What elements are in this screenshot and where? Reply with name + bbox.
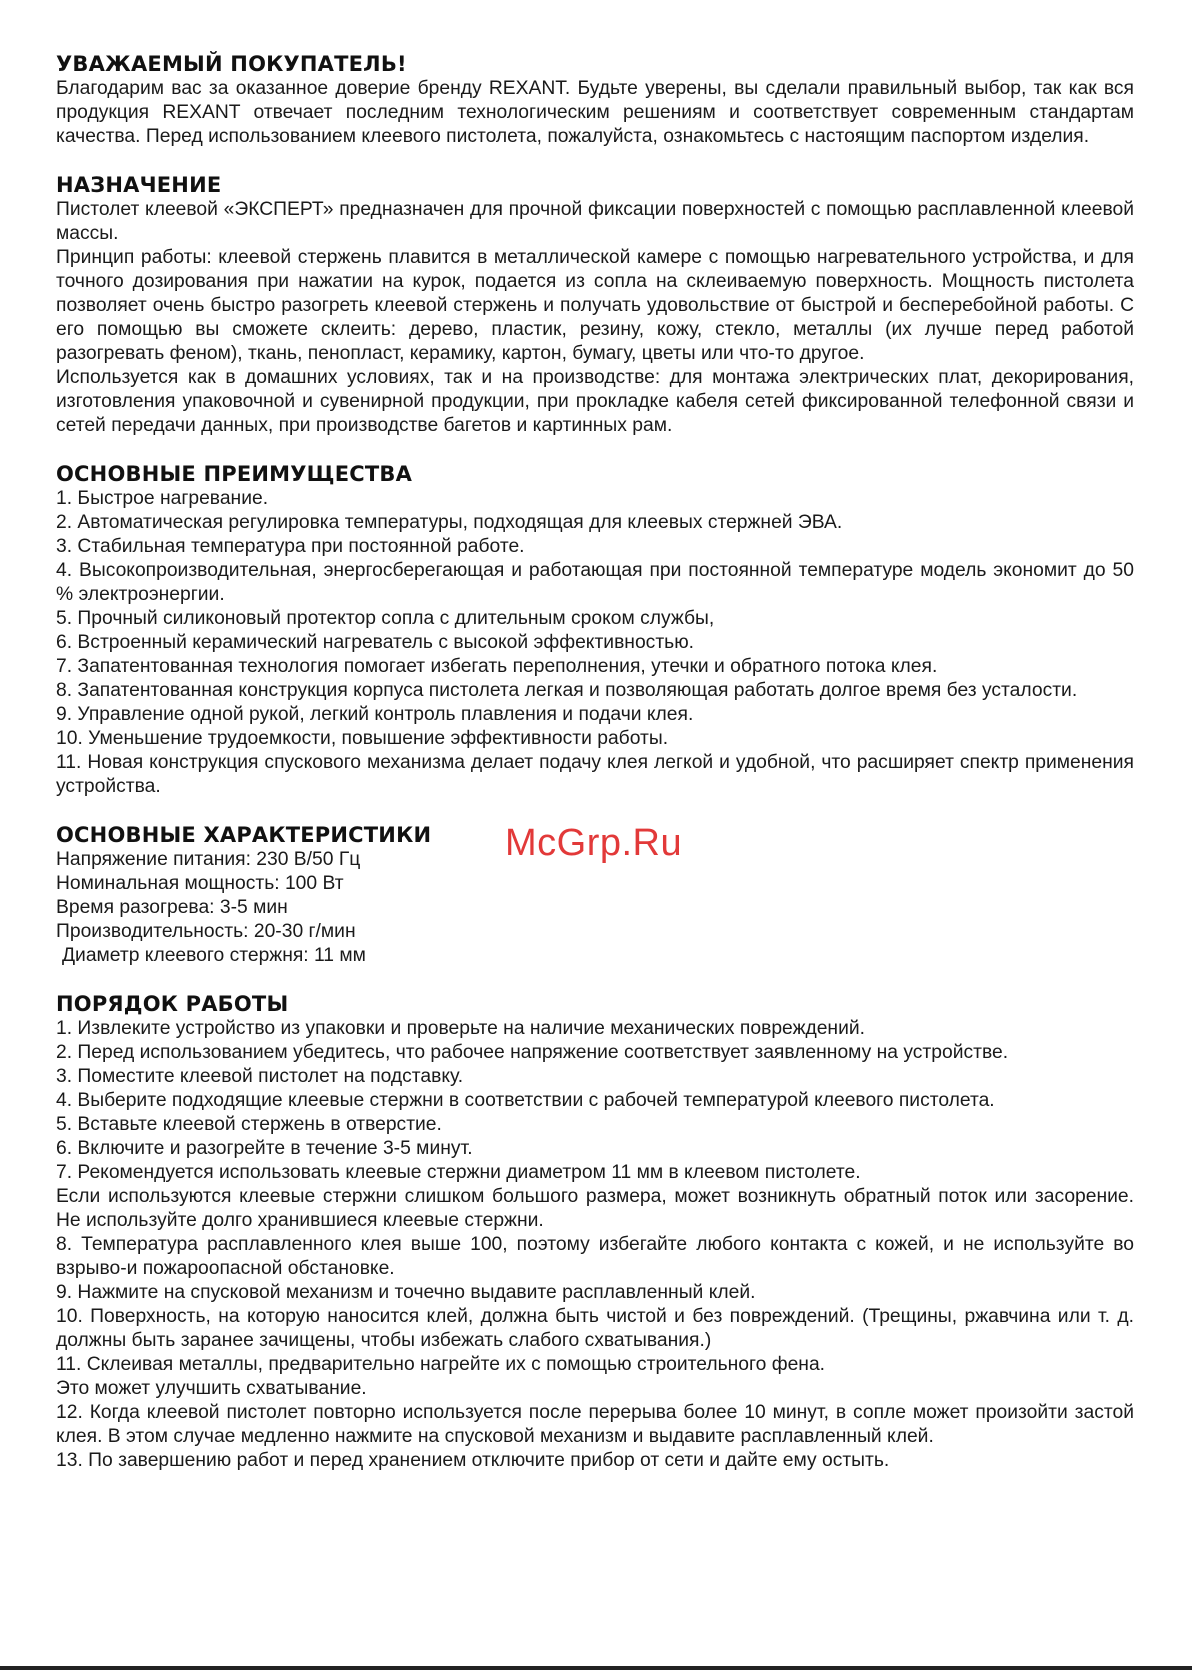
advantages-section [56,462,1134,799]
spec-item: Диаметр клеевого стержня: 11 мм [62,945,366,966]
list-item: 5. Вставьте клеевой стержень в отверстие. [56,1114,442,1135]
list-item: 2. Автоматическая регулировка температуры, подходящая для клеевых стержней ЭВА. [56,512,843,533]
purpose-paragraph: Используется как в домашних условиях, так и на производстве: для монтажа электрических плат, декорирования, изготовления упаковочной и сувенирной продукции, при прокладке кабеля сетей фиксированной телефонной связи и сетей передачи данных, при производстве багетов и картинных рам. [56,367,1134,436]
list-item: Если используются клеевые стержни слишком большого размера, может возникнуть обратный поток или засорение. Не используйте долго хранившиеся клеевые стержни. [56,1186,1134,1231]
list-item: 7. Рекомендуется использовать клеевые стержни диаметром 11 мм в клеевом пистолете. [56,1162,861,1183]
purpose-heading: НАЗНАЧЕНИЕ [56,173,222,197]
list-item: 11. Склеивая металлы, предварительно нагрейте их с помощью строительного фена. [56,1354,826,1375]
procedure-section [56,992,1134,1473]
list-item: 3. Стабильная температура при постоянной работе. [56,536,525,557]
greeting-section [56,52,1134,149]
spec-item: Напряжение питания: 230 В/50 Гц [56,849,361,870]
list-item: 3. Поместите клеевой пистолет на подставку. [56,1066,464,1087]
list-item: 1. Извлеките устройство из упаковки и проверьте на наличие механических повреждений. [56,1018,865,1039]
greeting-heading: УВАЖАЕМЫЙ ПОКУПАТЕЛЬ! [56,52,407,76]
list-item: 9. Управление одной рукой, легкий контроль плавления и подачи клея. [56,704,694,725]
list-item: 10. Поверхность, на которую наносится клей, должна быть чистой и без повреждений. (Трещины, ржавчина или т. д. должны быть заранее зачищены, чтобы избежать слабого схватывания.) [56,1306,1134,1351]
list-item: 13. По завершению работ и перед хранением отключите прибор от сети и дайте ему остыть. [56,1450,890,1471]
list-item: 6. Встроенный керамический нагреватель с высокой эффективностью. [56,632,695,653]
list-item: 4. Высокопроизводительная, энергосберегающая и работающая при постоянной температуре модель экономит до 50 % электроэнергии. [56,560,1134,605]
advantages-heading: ОСНОВНЫЕ ПРЕИМУЩЕСТВА [56,462,413,486]
purpose-section [56,173,1134,438]
purpose-paragraph: Пистолет клеевой «ЭКСПЕРТ» предназначен для прочной фиксации поверхностей с помощью расплавленной клеевой массы. [56,199,1134,244]
spec-item: Номинальная мощность: 100 Вт [56,873,344,894]
spec-item: Производительность: 20-30 г/мин [56,921,356,942]
list-item: 5. Прочный силиконовый протектор сопла с длительным сроком службы, [56,608,715,629]
list-item: 8. Запатентованная конструкция корпуса пистолета легкая и позволяющая работать долгое время без усталости. [56,680,1078,701]
list-item: 2. Перед использованием убедитесь, что рабочее напряжение соответствует заявленному на устройстве. [56,1042,1009,1063]
specs-heading: ОСНОВНЫЕ ХАРАКТЕРИСТИКИ [56,823,432,847]
list-item: 6. Включите и разогрейте в течение 3-5 минут. [56,1138,473,1159]
list-item: 1. Быстрое нагревание. [56,488,269,509]
list-item: 4. Выберите подходящие клеевые стержни в соответствии с рабочей температурой клеевого пистолета. [56,1090,995,1111]
list-item: Это может улучшить схватывание. [56,1378,367,1399]
list-item: 7. Запатентованная технология помогает избегать переполнения, утечки и обратного потока клея. [56,656,938,677]
bottom-divider [0,1666,1192,1670]
purpose-paragraph: Принцип работы: клеевой стержень плавится в металлической камере с помощью нагревательного устройства, и для точного дозирования при нажатии на курок, подается из сопла на склеиваемую поверхность. Мощность пистолета позволяет очень быстро разогреть клеевой стержень и получать удовольствие от быстрой и бесперебойной работы. С его помощью вы сможете склеить: дерево, пластик, резину, кожу, стекло, металлы (их лучше перед работой разогревать феном), ткань, пенопласт, керамику, картон, бумагу, цветы или что-то другое. [56,247,1134,364]
list-item: 8. Температура расплавленного клея выше 100, поэтому избегайте любого контакта с кожей, и не используйте во взрыво-и пожароопасной обстановке. [56,1234,1134,1279]
watermark: McGrp.Ru [505,822,683,864]
list-item: 12. Когда клеевой пистолет повторно используется после перерыва более 10 минут, в сопле может произойти застой клея. В этом случае медленно нажмите на спусковой механизм и выдавите расплавленный клей. [56,1402,1134,1447]
spec-item: Время разогрева: 3-5 мин [56,897,288,918]
list-item: 11. Новая конструкция спускового механизма делает подачу клея легкой и удобной, что расширяет спектр применения устройства. [56,752,1134,797]
list-item: 10. Уменьшение трудоемкости, повышение эффективности работы. [56,728,669,749]
procedure-heading: ПОРЯДОК РАБОТЫ [56,992,289,1016]
document-page [56,52,1134,1497]
list-item: 9. Нажмите на спусковой механизм и точечно выдавите расплавленный клей. [56,1282,756,1303]
greeting-text: Благодарим вас за оказанное доверие бренду REXANT. Будьте уверены, вы сделали правильный выбор, так как вся продукция REXANT отвечает последним технологическим решениям и соответствует современным стандартам качества. Перед использованием клеевого пистолета, пожалуйста, ознакомьтесь с настоящим паспортом изделия. [56,78,1134,147]
